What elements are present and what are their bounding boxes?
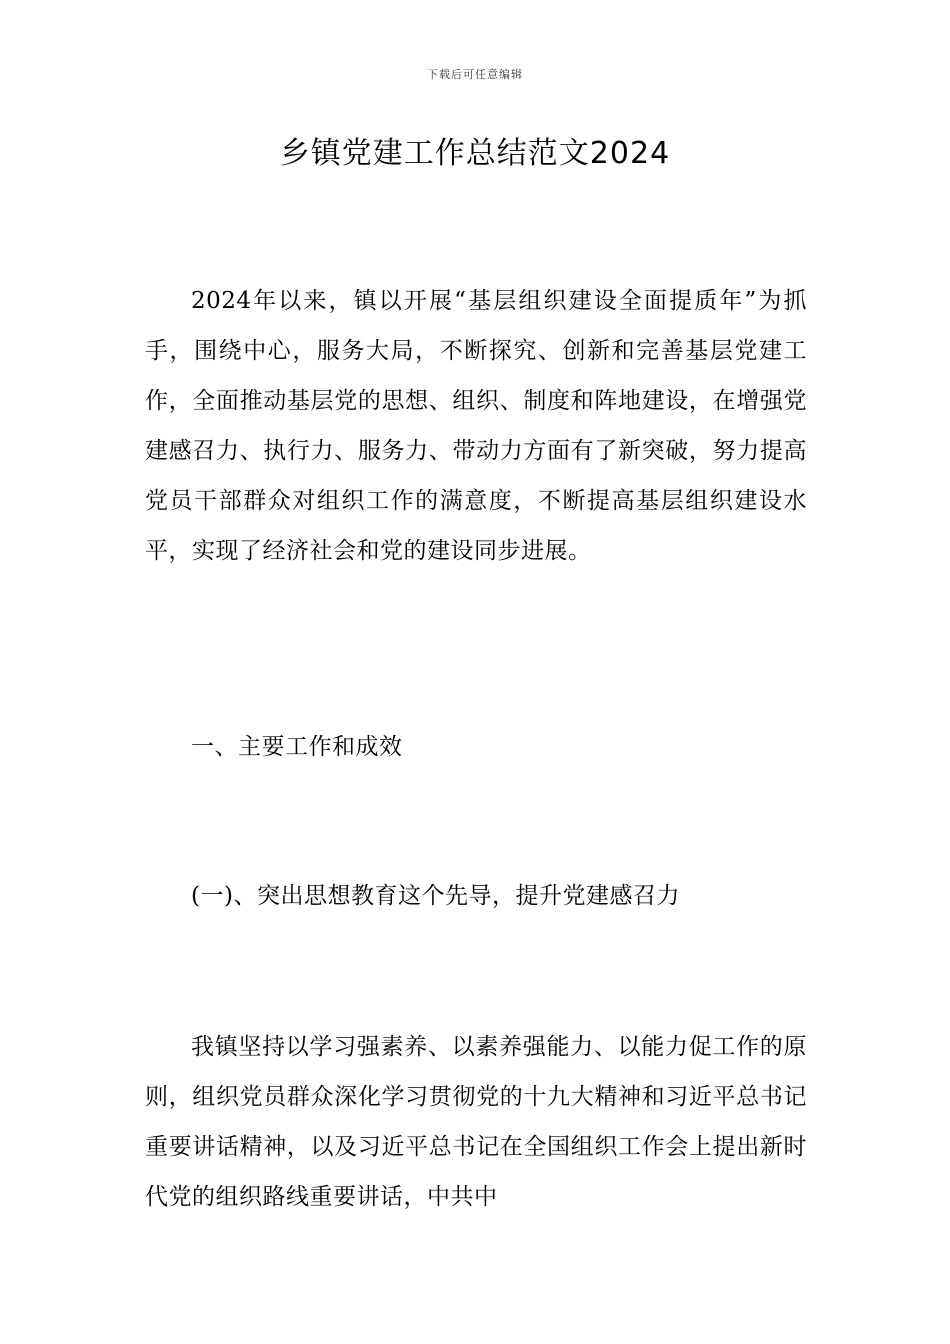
subsection-heading: (一)、突出思想教育这个先导，提升党建感召力 xyxy=(191,883,680,909)
section-heading: 一、主要工作和成效 xyxy=(191,734,403,760)
document-title: 乡镇党建工作总结范文2024 xyxy=(279,136,671,171)
intro-paragraph: 2024年以来，镇以开展“基层组织建设全面提质年”为抓 手，围绕中心，服务大局，不断探究、创新和完善基层党建工作，全面推动基层党的思想、组织、制度和阵地建设，在增强党建感召力、执行力、服务力、带动力方面有了新突破，努力提高党员干部群众对组织工作的满意度，不断提高基层组织建设水平，实现了经济社会和党的建设同步进展。 xyxy=(145,288,807,564)
header-note: 下载后可任意编辑 xyxy=(427,68,523,81)
body-paragraph: 我镇坚持以学习强素养、以素养强能力、以能力促工作的原则，组织党员群众深化学习贯彻党的十九大精神和习近平总书记重要讲话精神，以及习近平总书记在全国组织工作会上提出新时代党的组织路线重要讲话，中共中 xyxy=(145,1034,807,1210)
